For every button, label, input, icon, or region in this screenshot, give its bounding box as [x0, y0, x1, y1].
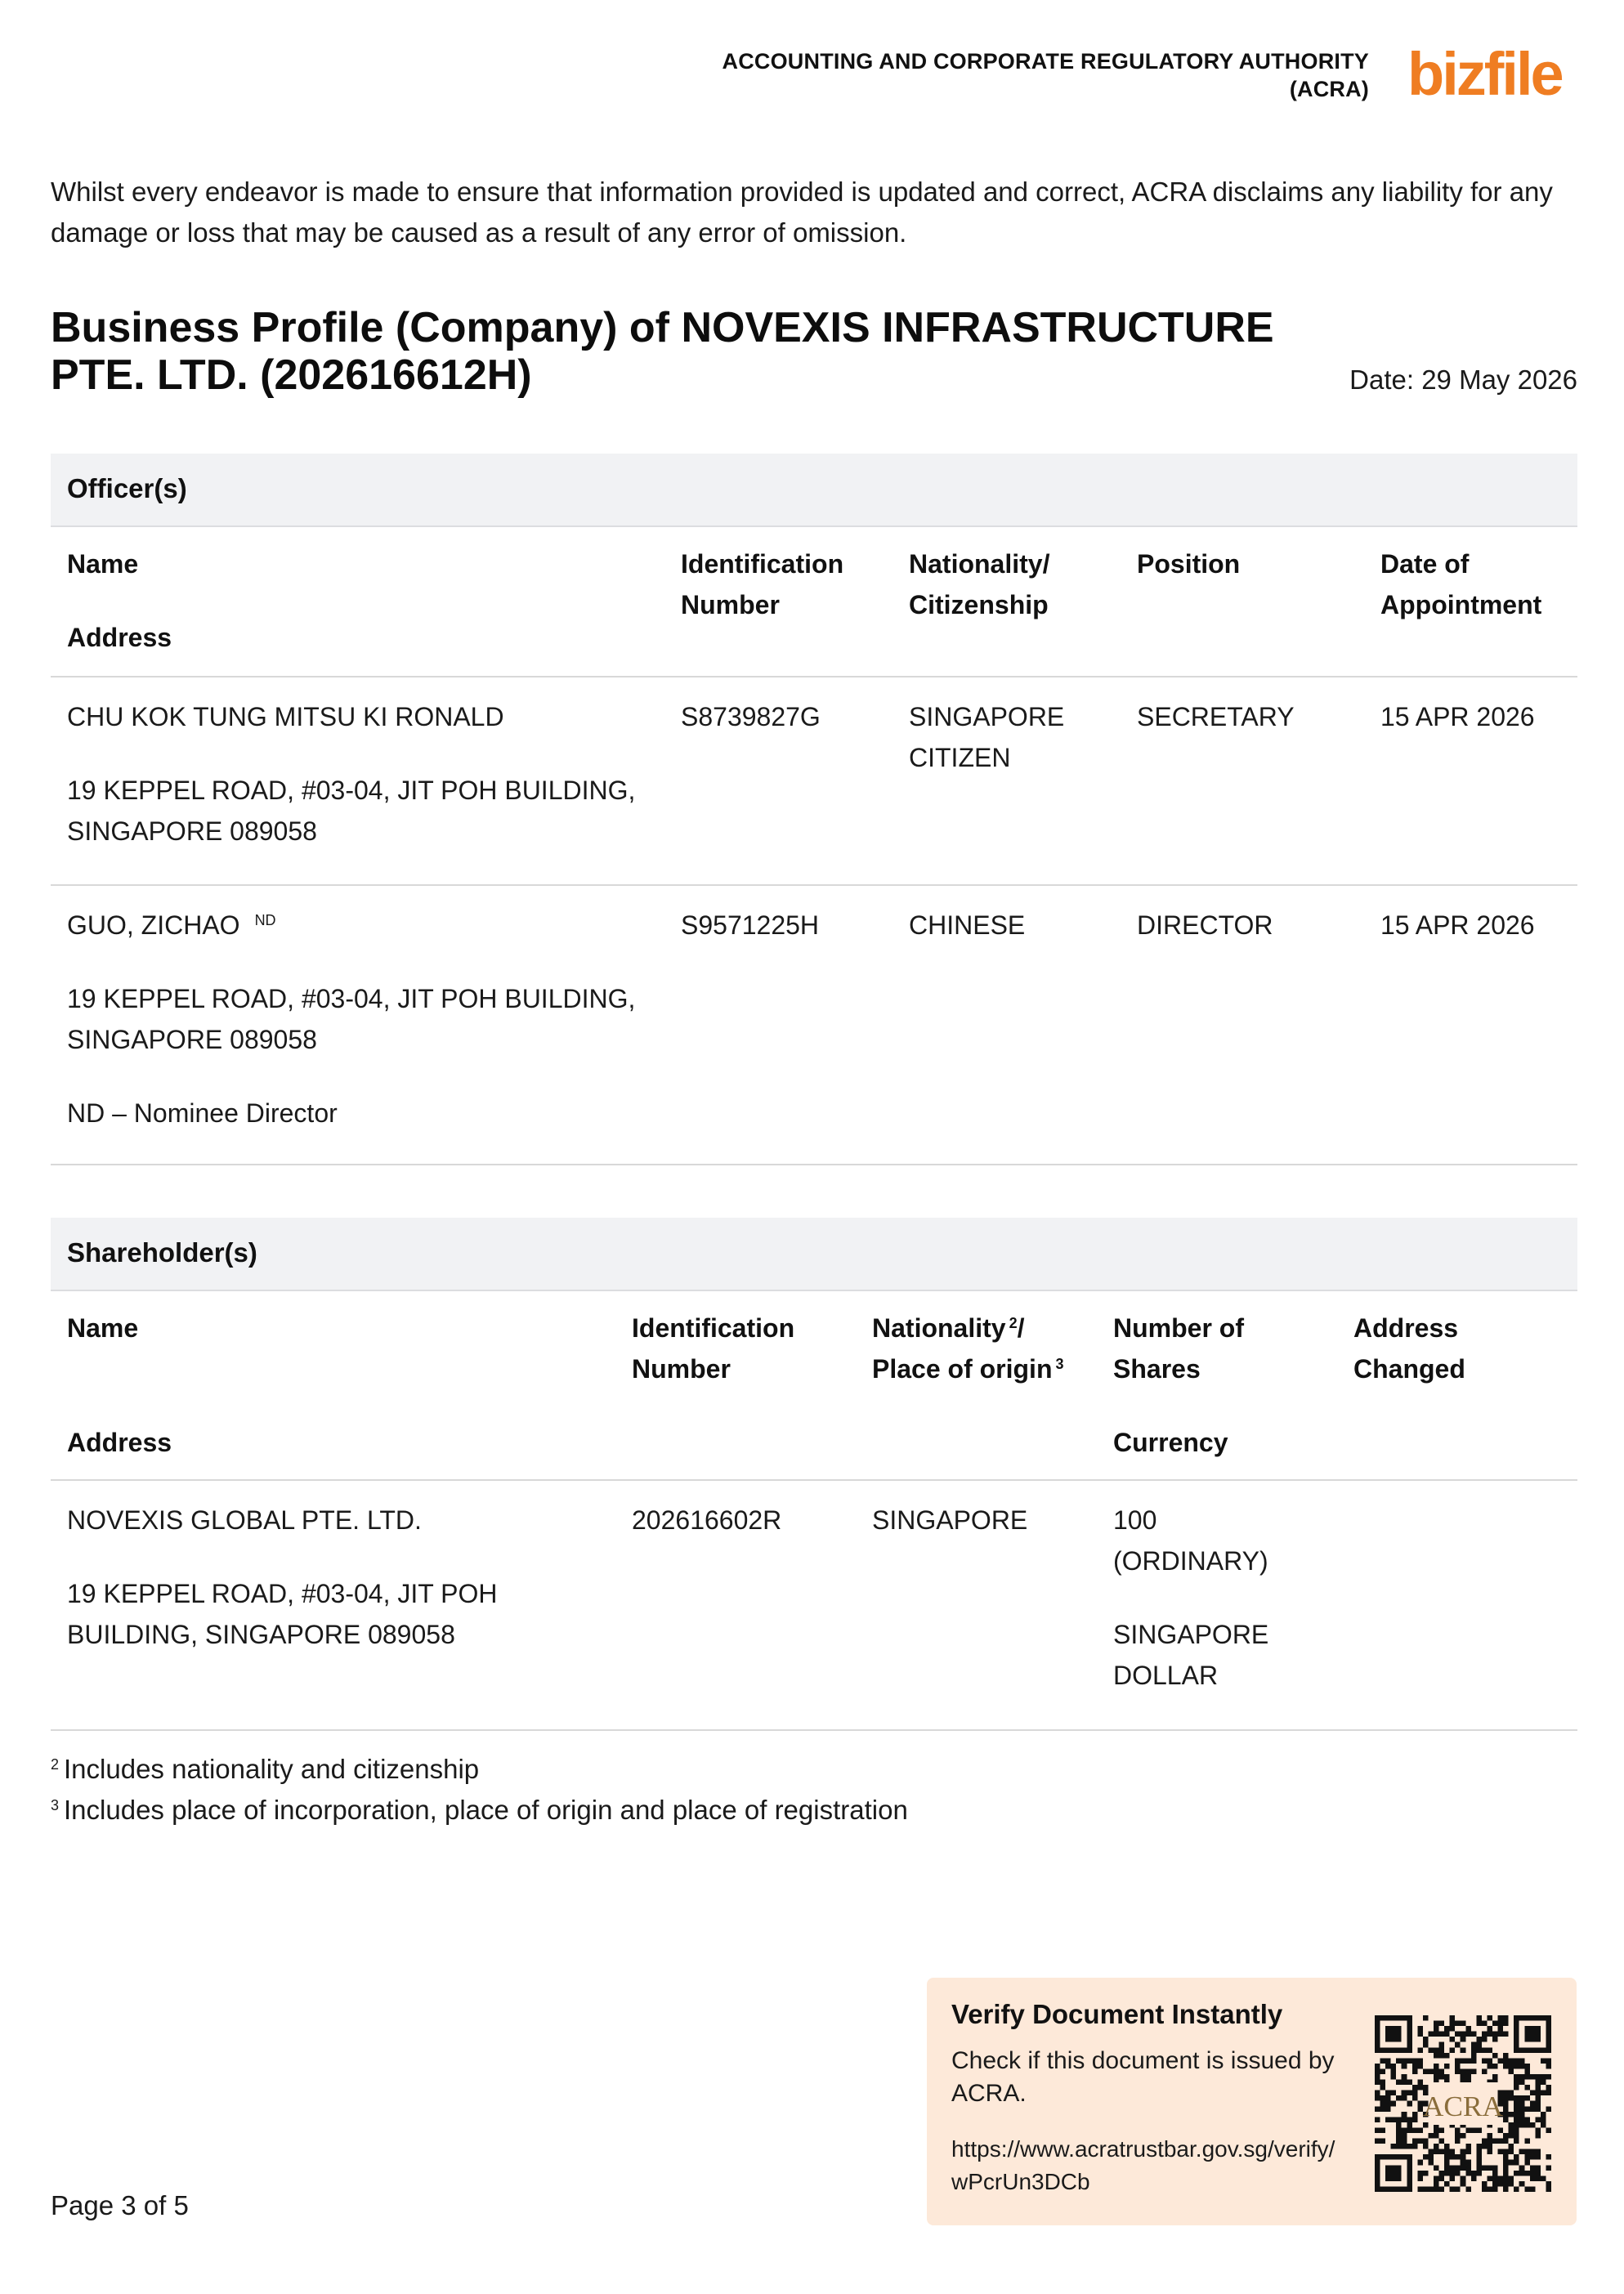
officer-address: 19 KEPPEL ROAD, #03-04, JIT POH BUILDING, SINGAPORE 089058 [67, 984, 636, 1054]
origin-label-text: Place of origin [872, 1354, 1053, 1384]
shareholder-nationality: SINGAPORE [872, 1505, 1028, 1535]
authority-line-2: (ACRA) [1289, 77, 1369, 101]
officers-header-row [51, 527, 1577, 677]
footnote-text: Includes nationality and citizenship [64, 1754, 480, 1784]
officer-address: 19 KEPPEL ROAD, #03-04, JIT POH BUILDING, SINGAPORE 089058 [67, 776, 636, 846]
footnote-3 [51, 1790, 908, 1831]
verify-link[interactable]: https://www.acratrustbar.gov.sg/verify/wPcrUn3DCb [951, 2136, 1335, 2194]
officer-nationality: SINGAPORE CITIZEN [909, 702, 1065, 772]
officers-col-position: Position [1137, 549, 1241, 579]
shareholders-col-nationality [872, 1308, 1109, 1389]
shareholders-header-row [51, 1291, 1577, 1481]
officers-col-address: Address [67, 623, 172, 652]
officer-nationality: CHINESE [909, 910, 1026, 940]
officer-appointment: 15 APR 2026 [1380, 702, 1535, 731]
origin-label [872, 1348, 1109, 1389]
shareholder-name: NOVEXIS GLOBAL PTE. LTD. [67, 1505, 422, 1535]
shareholders-section-header [51, 1218, 1577, 1291]
shareholders-col-id: Identification Number [632, 1313, 795, 1384]
shareholder-currency: SINGAPORE DOLLAR [1113, 1620, 1269, 1690]
footnote-number: 3 [51, 1797, 60, 1813]
shareholders-col-name: Name [67, 1313, 139, 1343]
footnote-2 [51, 1749, 479, 1790]
table-row [51, 1481, 1577, 1726]
page-title: Business Profile (Company) of NOVEXIS INFRASTRUCTURE PTE. LTD. (202616612H) [51, 304, 1274, 399]
footnote-text: Includes place of incorporation, place of origin and place of registration [64, 1795, 908, 1825]
footnote-ref: 3 [1055, 1356, 1064, 1372]
footnote-number: 2 [51, 1756, 60, 1773]
shareholders-col-address-changed: Address Changed [1353, 1313, 1465, 1384]
authority-name [723, 47, 1370, 103]
officers-section-title: Officer(s) [67, 473, 187, 503]
page-number: Page 3 of 5 [51, 2190, 189, 2220]
disclaimer-text: Whilst every endeavor is made to ensure that information provided is updated and correct, ACRA disclaims any liability for any damage or loss that may be caused as a result of any error of omission. [51, 177, 1553, 248]
officer-position: DIRECTOR [1137, 910, 1273, 940]
verify-title: Verify Document Instantly [951, 1999, 1283, 2029]
slash-text: / [1017, 1313, 1025, 1343]
shareholders-section-title: Shareholder(s) [67, 1237, 257, 1268]
nominee-marker: ND [254, 912, 276, 928]
shareholders-col-address: Address [67, 1428, 172, 1457]
officers-col-name: Name [67, 549, 139, 579]
authority-line-1: ACCOUNTING AND CORPORATE REGULATORY AUTHORITY [722, 49, 1369, 74]
officers-col-appointment: Date of Appointment [1380, 549, 1542, 619]
shareholder-shares: 100 (ORDINARY) [1113, 1505, 1268, 1576]
verify-description: Check if this document is issued by ACRA. [951, 2047, 1335, 2107]
document-date: Date: 29 May 2026 [1349, 364, 1577, 395]
officer-name-text: GUO, ZICHAO [67, 910, 240, 940]
shareholders-col-currency: Currency [1113, 1428, 1228, 1457]
nationality-label-text: Nationality [872, 1313, 1006, 1343]
officers-col-id: Identification Number [681, 549, 844, 619]
officer-id: S9571225H [681, 910, 820, 940]
officer-id: S8739827G [681, 702, 821, 731]
qr-code-icon[interactable] [1375, 2015, 1551, 2192]
logo-text: bizfile [1407, 40, 1562, 108]
table-row [51, 886, 1577, 1164]
officer-note: ND – Nominee Director [67, 1098, 338, 1128]
shareholders-col-shares: Number of Shares [1113, 1313, 1244, 1384]
bizfile-logo [1406, 38, 1577, 111]
row-divider [51, 1164, 1577, 1165]
officer-position: SECRETARY [1137, 702, 1295, 731]
qr-acra-label: ACRA [1422, 2091, 1504, 2123]
table-row [51, 677, 1577, 884]
footnote-ref: 2 [1009, 1315, 1018, 1331]
shareholder-id: 202616602R [632, 1505, 782, 1535]
shareholder-address: 19 KEPPEL ROAD, #03-04, JIT POH BUILDING, SINGAPORE 089058 [67, 1579, 498, 1649]
nationality-label [872, 1308, 1109, 1348]
officers-col-nationality: Nationality/ Citizenship [909, 549, 1050, 619]
officers-section-header [51, 454, 1577, 527]
row-divider [51, 1729, 1577, 1731]
officer-appointment: 15 APR 2026 [1380, 910, 1535, 940]
officer-name [67, 905, 276, 946]
verify-box [927, 1978, 1577, 2225]
officer-name: CHU KOK TUNG MITSU KI RONALD [67, 702, 504, 731]
